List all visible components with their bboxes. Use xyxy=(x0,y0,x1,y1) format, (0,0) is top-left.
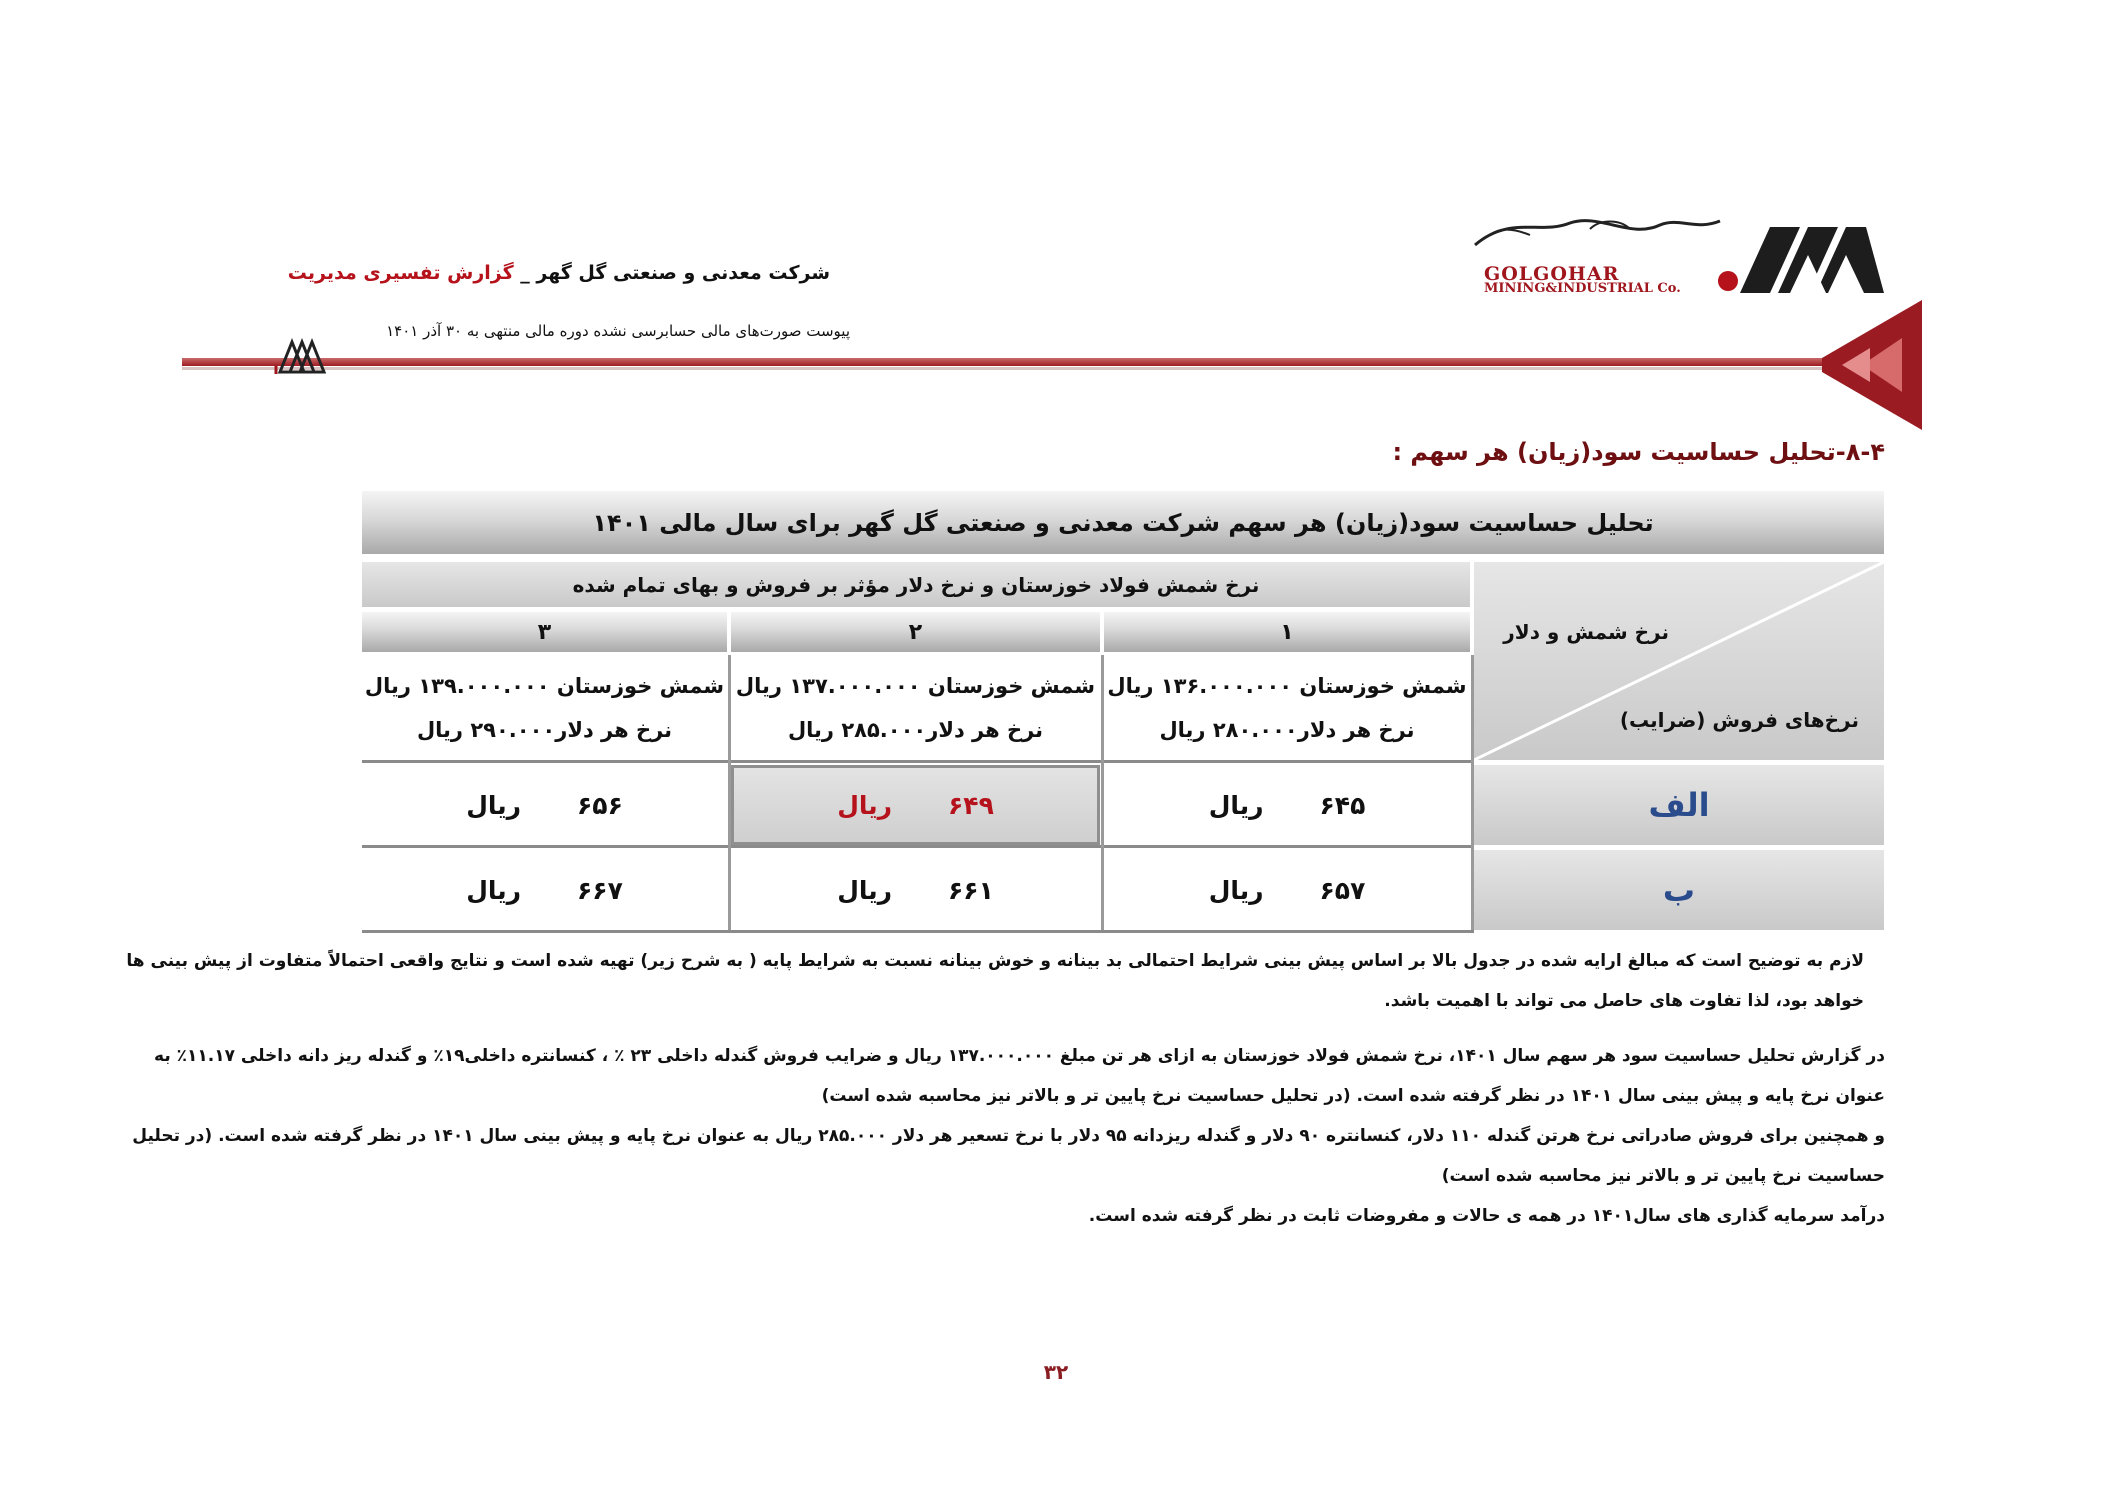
section-title: ۸-۴-تحلیل حساسیت سود(زیان) هر سهم : xyxy=(1392,438,1885,466)
header-rule xyxy=(182,358,1822,366)
scenario-2-details xyxy=(731,655,1100,760)
note-paragraph-1-line-2: خواهد بود، لذا تفاوت های حاصل می تواند با اهمیت باشد. xyxy=(1384,991,1864,1011)
scenario-1-dollar: نرخ هر دلار۲۸۰.۰۰۰ ریال xyxy=(1159,717,1415,742)
value-number: ۶۵۷ xyxy=(1319,875,1366,905)
scenario-2-dollar: نرخ هر دلار۲۸۵.۰۰۰ ریال xyxy=(787,717,1044,742)
row-label-be: ب xyxy=(1474,850,1884,930)
value-number: ۶۵۶ xyxy=(577,790,623,820)
corner-label-rates: نرخ شمش و دلار xyxy=(1503,620,1669,644)
company-name: شرکت معدنی و صنعتی گل گهر xyxy=(536,262,830,284)
scenario-3-ingot: شمش خوزستان ۱۳۹.۰۰۰.۰۰۰ ریال xyxy=(364,673,725,698)
table-title: تحلیل حساسیت سود(زیان) هر سهم شرکت معدنی و صنعتی گل گهر برای سال مالی ۱۴۰۱ xyxy=(362,491,1884,554)
small-logo-icon xyxy=(270,336,340,374)
title-separator: _ xyxy=(520,262,537,284)
table-divider xyxy=(362,760,1474,763)
header-rule-shadow xyxy=(182,367,1822,370)
value-unit: ریال xyxy=(837,790,893,820)
table-column-divider xyxy=(1471,655,1474,930)
table-subtitle: نرخ شمش فولاد خوزستان و نرخ دلار مؤثر بر فروش و بهای تمام شده xyxy=(362,562,1470,607)
value-unit: ریال xyxy=(1208,790,1264,820)
value-be-2 xyxy=(731,850,1100,930)
scenario-2-ingot: شمش خوزستان ۱۳۷.۰۰۰.۰۰۰ ریال xyxy=(735,673,1096,698)
value-number: ۶۴۹ xyxy=(948,790,994,820)
header-subtitle: پیوست صورت‌های مالی حسابرسی نشده دوره مالی منتهی به ۳۰ آذر ۱۴۰۱ xyxy=(386,322,850,340)
value-unit: ریال xyxy=(466,875,522,905)
table-divider xyxy=(362,845,1474,848)
value-unit: ریال xyxy=(466,790,522,820)
header-company-title xyxy=(288,262,830,284)
note-paragraph-3-line-2: حساسیت نرخ پایین تر و بالاتر نیز محاسبه شده است) xyxy=(1441,1166,1885,1186)
note-paragraph-4: درآمد سرمایه گذاری های سال۱۴۰۱ در همه ی حالات و مفروضات ثابت در نظر گرفته شده است. xyxy=(1088,1206,1885,1226)
note-paragraph-1-line-1: لازم به توضیح است که مبالغ ارایه شده در جدول بالا بر اساس پیش بینی شرایط احتمالی بد بینانه و خوش بینانه نسبت به شرایط پایه ( به شرح زیر) تهیه شده است و نتایج واقعی احتمالاً متفاوت از پیش بینی ها xyxy=(126,951,1864,971)
page-number: ۳۲ xyxy=(1043,1360,1069,1384)
row-label-alef: الف xyxy=(1474,765,1884,845)
table-divider xyxy=(362,930,1474,933)
value-alef-2-highlighted xyxy=(731,765,1100,845)
note-paragraph-2-line-2: عنوان نرخ پایه و پیش بینی سال ۱۴۰۱ در نظر گرفته شده است. (در تحلیل حساسیت نرخ پایین تر و بالاتر نیز محاسبه شده است) xyxy=(821,1086,1885,1106)
column-header-3: ۳ xyxy=(362,612,727,652)
corner-arrow-badge-icon xyxy=(1822,300,1922,430)
scenario-1-ingot: شمش خوزستان ۱۳۶.۰۰۰.۰۰۰ ریال xyxy=(1107,673,1467,698)
value-number: ۶۶۷ xyxy=(577,875,623,905)
note-paragraph-2-line-1: در گزارش تحلیل حساسیت سود هر سهم سال ۱۴۰۱، نرخ شمش فولاد خوزستان به ازای هر تن مبلغ ۱۳۷.۰۰۰.۰۰۰ ریال و ضرایب فروش گندله داخلی ۲۳ ٪ ، کنسانتره داخلی۱۹٪ و گندله ریز دانه داخلی ۱۱.۱۷٪ به xyxy=(154,1046,1885,1066)
value-number: ۶۴۵ xyxy=(1319,790,1366,820)
column-header-1: ۱ xyxy=(1104,612,1470,652)
column-header-2: ۲ xyxy=(731,612,1100,652)
corner-label-coefficients: نرخ‌های فروش (ضرایب) xyxy=(1619,708,1859,732)
value-unit: ریال xyxy=(837,875,893,905)
table-column-divider xyxy=(728,655,731,930)
logo-text-golgohar: GOLGOHAR xyxy=(1484,263,1620,285)
scenario-3-dollar: نرخ هر دلار۲۹۰.۰۰۰ ریال xyxy=(416,717,673,742)
value-unit: ریال xyxy=(1208,875,1264,905)
logo-text-mining: MINING&INDUSTRIAL Co. xyxy=(1484,281,1681,296)
value-number: ۶۶۱ xyxy=(948,875,994,905)
value-be-3 xyxy=(362,850,727,930)
value-be-1 xyxy=(1104,850,1470,930)
scenario-3-details xyxy=(362,655,727,760)
value-alef-3 xyxy=(362,765,727,845)
report-name: گزارش تفسیری مدیریت xyxy=(287,262,514,284)
table-column-divider xyxy=(1101,655,1104,930)
table-corner-header xyxy=(1474,562,1884,760)
value-alef-1 xyxy=(1104,765,1470,845)
note-paragraph-3-line-1: و همچنین برای فروش صادراتی نرخ هرتن گندله ۱۱۰ دلار، کنسانتره ۹۰ دلار و گندله ریزدانه ۹۵ دلار با نرخ تسعیر هر دلار ۲۸۵.۰۰۰ ریال به عنوان نرخ پایه و پیش بینی سال ۱۴۰۱ در نظر گرفته شده است. (در تحلیل xyxy=(132,1126,1885,1146)
scenario-1-details xyxy=(1104,655,1470,760)
